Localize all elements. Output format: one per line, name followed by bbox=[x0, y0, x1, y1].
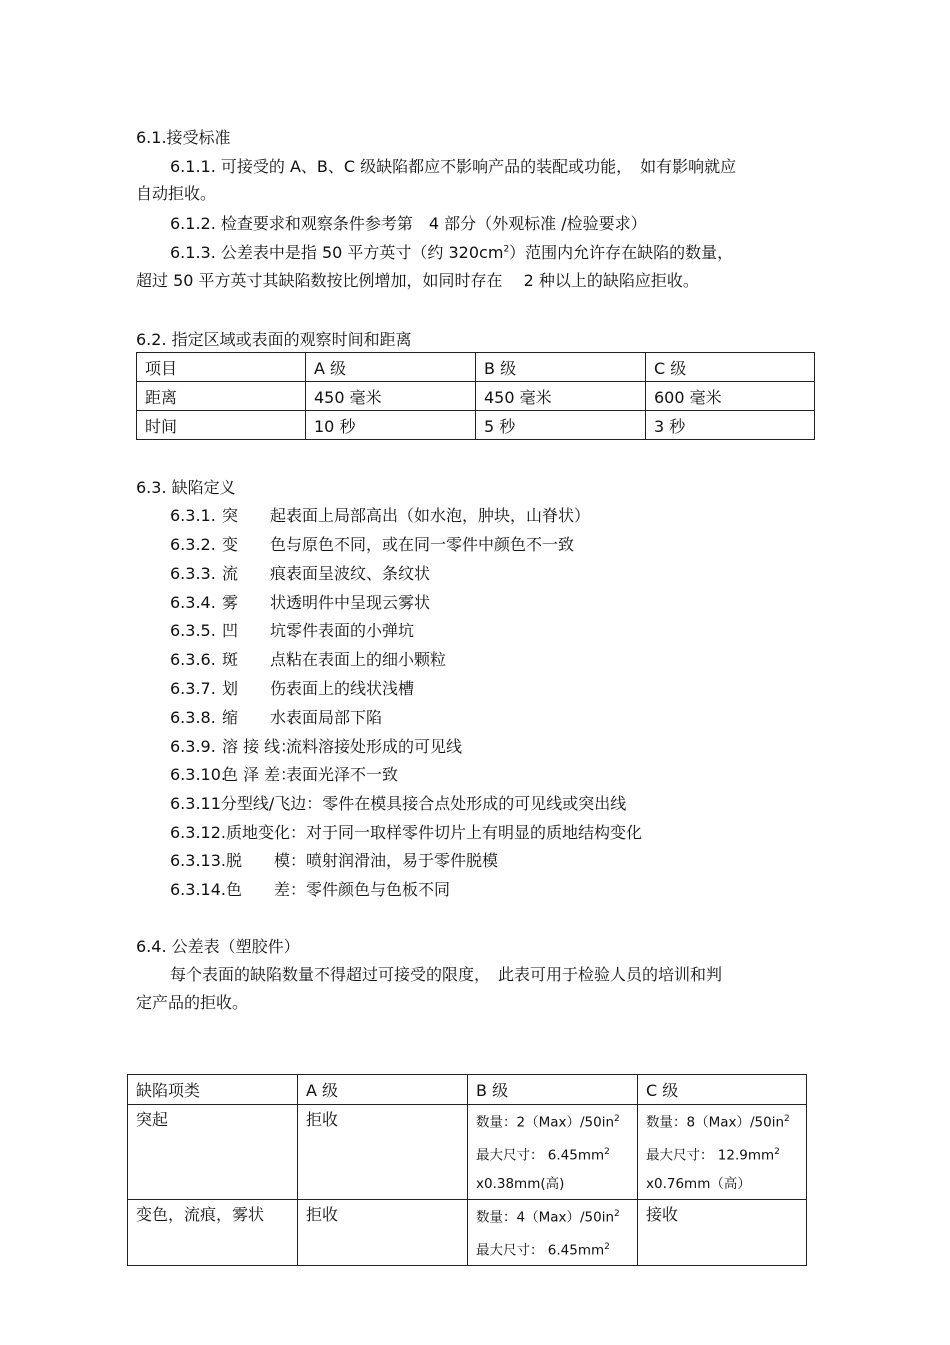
section-6-2-heading: 6.2. 指定区域或表面的观察时间和距离 bbox=[136, 330, 412, 349]
section-6-4-heading: 6.4. 公差表（塑胶件） bbox=[136, 937, 300, 956]
table-cell: 450 毫米 bbox=[476, 382, 646, 411]
para-6-1-2: 6.1.2. 检查要求和观察条件参考第 4 部分（外观标准 /检验要求） bbox=[170, 214, 647, 233]
table-cell: 接收 bbox=[638, 1200, 807, 1266]
para-6-1-3-line2: 超过 50 平方英寸其缺陷数按比例增加，如同时存在 2 种以上的缺陷应拒收。 bbox=[136, 271, 699, 290]
table-cell: 数量：$4(Max)/50in^2$ 最大尺寸： $6.45mm^2$ bbox=[468, 1200, 638, 1266]
list-item: 6.3.8. 缩 水：表面局部下陷 bbox=[170, 708, 383, 727]
list-item: 6.3.7. 划 伤：表面上的线状浅槽 bbox=[170, 679, 415, 698]
list-item: 6.3.3. 流 痕：表面呈波纹、条纹状 bbox=[170, 564, 431, 583]
header-cell: B 级 bbox=[468, 1075, 638, 1105]
table-row bbox=[137, 382, 815, 411]
tolerance-table bbox=[127, 1074, 807, 1266]
table-cell: 数量：$8(Max)/50in^2$ 最大尺寸： $12.9mm^2$ x0.76mm（高） bbox=[638, 1105, 807, 1200]
list-item: 6.3.14.色 差：零件颜色与色板不同 bbox=[170, 880, 450, 899]
header-cell: B 级 bbox=[476, 353, 646, 382]
list-item: 6.3.12.质地变化：对于同一取样零件切片上有明显的质地结构变化 bbox=[170, 823, 642, 842]
table-cell: 450 毫米 bbox=[306, 382, 476, 411]
table-header-row bbox=[137, 353, 815, 382]
list-item: 6.3.9. 溶 接 线：流料溶接处形成的可见线 bbox=[170, 737, 463, 756]
table-cell: 600 毫米 bbox=[646, 382, 815, 411]
table-cell: 突起 bbox=[128, 1105, 298, 1200]
table-cell: 3 秒 bbox=[646, 411, 815, 440]
table-cell: 距离 bbox=[137, 382, 306, 411]
list-item: 6.3.10.色 泽 差：表面光泽不一致 bbox=[170, 765, 399, 784]
para-6-1-1-line1: 6.1.1. 可接受的 A、B、C 级缺陷都应不影响产品的装配或功能， 如有影响就应 bbox=[170, 157, 737, 176]
header-cell: 缺陷项类 bbox=[128, 1075, 298, 1105]
para-6-4-line1: 每个表面的缺陷数量不得超过可接受的限度， 此表可用于检验人员的培训和判 bbox=[170, 965, 723, 984]
list-item: 6.3.1. 突 起：表面上局部高出（如水泡，肿块，山脊状） bbox=[170, 506, 591, 525]
table-row bbox=[128, 1105, 807, 1200]
para-6-1-1-line2: 自动拒收。 bbox=[136, 184, 217, 203]
header-cell: A 级 bbox=[306, 353, 476, 382]
table-cell: 5 秒 bbox=[476, 411, 646, 440]
list-item: 6.3.2. 变 色：与原色不同，或在同一零件中颜色不一致 bbox=[170, 535, 575, 554]
list-item: 6.3.5. 凹 坑：零件表面的小弹坑 bbox=[170, 621, 415, 640]
header-cell: A 级 bbox=[298, 1075, 468, 1105]
list-item: 6.3.4. 雾 状：透明件中呈现云雾状 bbox=[170, 593, 431, 612]
list-item: 6.3.13.脱 模：喷射润滑油，易于零件脱模 bbox=[170, 851, 498, 870]
para-6-4-line2: 定产品的拒收。 bbox=[136, 993, 249, 1012]
section-6-1-heading: 6.1.接受标准 bbox=[136, 128, 231, 147]
table-cell: 变色，流痕，雾状 bbox=[128, 1200, 298, 1266]
table-cell: 时间 bbox=[137, 411, 306, 440]
header-cell: C 级 bbox=[646, 353, 815, 382]
table-cell: 拒收 bbox=[298, 1200, 468, 1266]
section-6-3-heading: 6.3. 缺陷定义 bbox=[136, 478, 236, 497]
para-6-1-3-line1: 6.1.3. 公差表中是指 50 平方英寸（约 $320cm^2$）范围内允许存在缺陷的数量， bbox=[170, 243, 734, 262]
list-item: 6.3.11分型线/飞边：零件在模具接合点处形成的可见线或突出线 bbox=[170, 794, 627, 813]
table-header-row bbox=[128, 1075, 807, 1105]
table-cell: 数量：$2(Max)/50in^2$ 最大尺寸： $6.45mm^2$ x0.38mm(高) bbox=[468, 1105, 638, 1200]
header-cell: 项目 bbox=[137, 353, 306, 382]
table-row bbox=[137, 411, 815, 440]
table-row bbox=[128, 1200, 807, 1266]
list-item: 6.3.6. 斑 点：粘在表面上的细小颗粒 bbox=[170, 650, 447, 669]
header-cell: C 级 bbox=[638, 1075, 807, 1105]
observation-table bbox=[136, 352, 815, 440]
table-cell: 拒收 bbox=[298, 1105, 468, 1200]
table-cell: 10 秒 bbox=[306, 411, 476, 440]
